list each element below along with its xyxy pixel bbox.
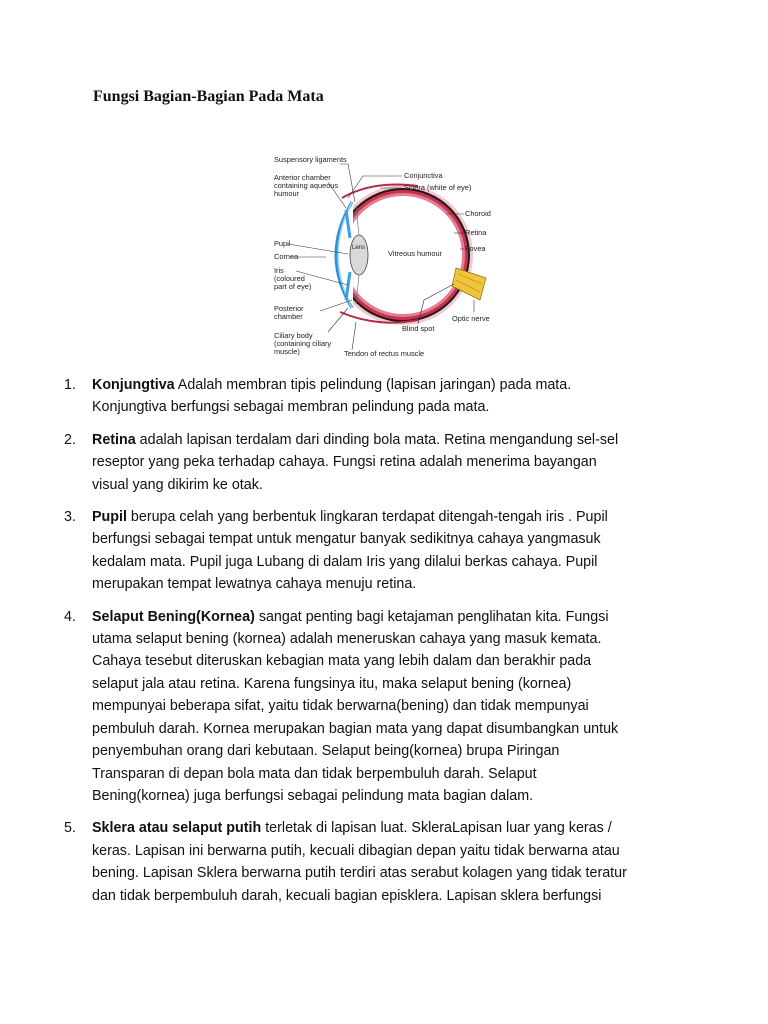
label-sclera: Sclera (white of eye) [404,183,472,192]
item-text: Adalah membran tipis pelindung (lapisan jaringan) pada mata. [174,377,572,393]
item-text: dan tidak berpembuluh darah, kecuali bagian episklera. Lapisan sklera berfungsi [92,887,602,904]
item-text: berupa celah yang berbentuk lingkaran terdapat ditengah-tengah iris . Pupil [126,509,608,526]
item-term: Sklera atau selaput putih [92,820,262,837]
item-text: Konjungtiva berfungsi sebagai membran pelindung pada mata. [92,399,490,416]
label-tendon: Tendon of rectus muscle [344,349,425,358]
label-iris-coloured: (coloured [274,274,305,283]
label-choroid: Choroid [465,209,491,218]
item-number: 4. [64,608,76,625]
label-iris: Iris [274,266,284,275]
item-text: bening. Lapisan Sklera berwarna putih terdiri atas serabut kolagen yang tidak teratur [92,865,627,882]
lens-shape [350,235,368,275]
item-text: Cahaya tesebut diteruskan kebagian mata yang lebih dalam dan berakhir pada [92,653,592,670]
label-suspensory-ligaments: Suspensory ligaments [274,155,347,164]
item-term: Selaput Bening(Kornea) [92,608,255,625]
item-text: penyembuhan orang dari kebutaan. Selaput being(kornea) brupa Piringan [92,743,560,760]
label-conjunctiva: Conjunctiva [404,171,443,180]
eye-diagram-svg [268,150,498,362]
label-iris-part: part of eye) [274,282,312,291]
item-text: berfungsi sebagai tempat untuk mengatur banyak sedikitnya cahaya yangmasuk [92,531,601,548]
list-item-kornea [62,606,682,808]
label-posterior: Posterior [274,304,304,313]
item-text: adalah lapisan terdalam dari dinding bola mata. Retina mengandung sel-sel [135,431,619,448]
document-title: Fungsi Bagian-Bagian Pada Mata [93,88,324,105]
leader-ciliary [328,308,348,332]
item-text: merupakan tempat lewatnya cahaya menuju retina. [92,576,417,593]
list-item-sklera [62,817,682,907]
label-anterior-chamber: Anterior chamber [274,173,331,182]
label-ciliary-body: Ciliary body [274,331,313,340]
label-chamber: chamber [274,312,303,321]
item-term: Retina [92,431,136,448]
label-optic-nerve: Optic nerve [452,314,490,323]
list-item-pupil [62,506,682,596]
item-text: Bening(kornea) juga berfungsi sebagai pelindung mata bagian dalam. [92,787,534,804]
item-number: 5. [64,820,76,837]
label-vitreous-humour: Vitreous humour [388,249,443,258]
label-cornea: Cornea [274,252,299,261]
item-text: selaput jala atau retina. Karena fungsinya itu, maka selaput bening (kornea) [92,675,572,692]
item-number: 2. [64,431,76,448]
label-containing-aqueous: containing aqueous [274,181,339,190]
leader-tendon [352,322,356,350]
item-number: 3. [64,509,76,526]
item-text: visual yang dikirim ke otak. [92,476,263,493]
item-text: reseptor yang peka terhadap cahaya. Fungsi retina adalah menerima bayangan [92,454,597,471]
item-number: 1. [64,377,76,393]
item-text: mempunyai beberapa sifat, yaitu tidak berwarna(bening) dan tidak mempunyai [92,698,589,715]
item-term: Pupil [92,509,127,526]
label-fovea: Fovea [465,244,486,253]
item-text: keras. Lapisan ini berwarna putih, kecuali dibagian depan yaitu tidak berwarna atau [92,842,620,859]
function-list [62,374,682,917]
label-blind-spot: Blind spot [402,324,435,333]
label-containing-ciliary: (containing ciliary [274,339,332,348]
leader-suspensory [340,164,355,202]
label-muscle: muscle) [274,347,300,356]
item-text: pembuluh darah. Kornea merupakan bagian mata yang dapat disumbangkan untuk [92,720,619,737]
label-humour: humour [274,189,300,198]
item-term: Konjungtiva [92,377,175,393]
item-text: Transparan di depan bola mata dan tidak berpembuluh darah. Selaput [92,765,537,782]
label-retina: Retina [465,228,487,237]
item-text: terletak di lapisan luat. SkleraLapisan luar yang keras / [261,820,612,837]
list-item-retina [62,429,682,496]
eye-diagram [268,150,498,362]
item-text: kedalam mata. Pupil juga Lubang di dalam Iris yang dilalui berkas cahaya. Pupil [92,553,598,570]
item-text: sangat penting bagi ketajaman penglihatan kita. Fungsi [254,608,609,625]
label-pupil: Pupil [274,239,291,248]
label-lens: Lens [352,245,366,251]
list-item-konjungtiva [62,374,682,419]
item-text: utama selaput bening (kornea) adalah meneruskan cahaya yang masuk kemata. [92,631,602,648]
